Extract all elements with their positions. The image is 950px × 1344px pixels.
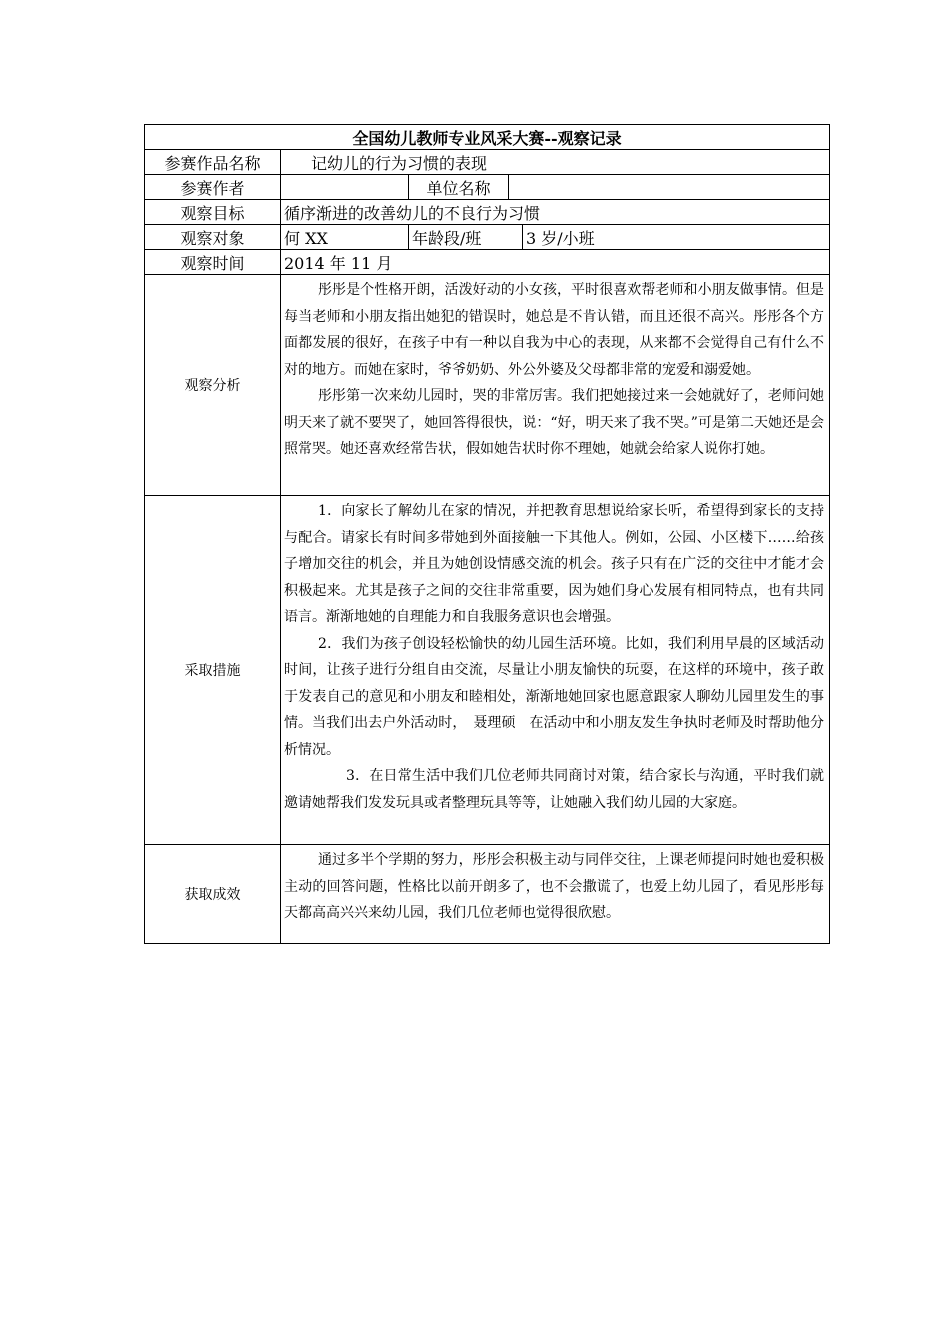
observation-record-sheet bbox=[144, 124, 829, 944]
results-label: 获取成效 bbox=[145, 845, 281, 944]
analysis-paragraph-2: 彤彤第一次来幼儿园时，哭的非常厉害。我们把她接过来一会她就好了，老师问她明天来了就不要哭了，她回答得很快，说：“好，明天来了我不哭。”可是第二天她还是会照常哭。她还喜欢经常告状，假如她告状时你不理她，她就会给家人说你打她。 bbox=[284, 388, 825, 457]
unit-value bbox=[509, 175, 830, 200]
work-name-label: 参赛作品名称 bbox=[145, 150, 281, 175]
analysis-paragraph-1: 彤彤是个性格开朗，活泼好动的小女孩，平时很喜欢帮老师和小朋友做事情。但是每当老师和小朋友指出她犯的错误时，她总是不肯认错，而且还很不高兴。彤彤各个方面都发展的很好，在孩子中有一种以自我为中心的表现，从来都不会觉得自己有什么不对的地方。而她在家时，爷爷奶奶、外公外婆及父母都非常的宠爱和溺爱她。 bbox=[284, 282, 825, 378]
measures-paragraph-3: 3．在日常生活中我们几位老师共同商讨对策，结合家长与沟通，平时我们就邀请她帮我们发发玩具或者整理玩具等等，让她融入我们幼儿园的大家庭。 bbox=[284, 768, 825, 811]
subject-value: 何 XX bbox=[281, 225, 409, 250]
analysis-content bbox=[281, 275, 830, 496]
work-name-value: 记幼儿的行为习惯的表现 bbox=[281, 150, 830, 175]
goal-label: 观察目标 bbox=[145, 200, 281, 225]
table-title: 全国幼儿教师专业风采大赛--观察记录 bbox=[145, 125, 830, 150]
observation-record-table bbox=[144, 124, 830, 944]
measures-paragraph-2: 2．我们为孩子创设轻松愉快的幼儿园生活环境。比如，我们利用早晨的区域活动时间，让孩子进行分组自由交流，尽量让小朋友愉快的玩耍，在这样的环境中，孩子敢于发表自己的意见和小朋友和睦相处，渐渐地她回家也愿意跟家人聊幼儿园里发生的事情。当我们出去户外活动时， 聂理硕 在活动中和小朋友发生争执时老师及时帮助他分析情况。 bbox=[284, 635, 825, 758]
measures-label: 采取措施 bbox=[145, 496, 281, 845]
author-value bbox=[281, 175, 409, 200]
subject-label: 观察对象 bbox=[145, 225, 281, 250]
measures-content bbox=[281, 496, 830, 845]
unit-label: 单位名称 bbox=[409, 175, 509, 200]
analysis-label: 观察分析 bbox=[145, 275, 281, 496]
goal-value: 循序渐进的改善幼儿的不良行为习惯 bbox=[281, 200, 830, 225]
results-paragraph-1: 通过多半个学期的努力，彤彤会积极主动与同伴交往，上课老师提问时她也爱积极主动的回答问题，性格比以前开朗多了，也不会撒谎了，也爱上幼儿园了，看见彤彤每天都高高兴兴来幼儿园，我们几位老师也觉得很欣慰。 bbox=[284, 852, 825, 921]
results-content bbox=[281, 845, 830, 944]
age-label: 年龄段/班 bbox=[409, 225, 523, 250]
time-label: 观察时间 bbox=[145, 250, 281, 275]
time-value: 2014 年 11 月 bbox=[281, 250, 830, 275]
age-value: 3 岁/小班 bbox=[523, 225, 830, 250]
author-label: 参赛作者 bbox=[145, 175, 281, 200]
measures-paragraph-1: 1．向家长了解幼儿在家的情况，并把教育思想说给家长听，希望得到家长的支持与配合。请家长有时间多带她到外面接触一下其他人。例如，公园、小区楼下……给孩子增加交往的机会，并且为她创设情感交流的机会。孩子只有在广泛的交往中才能才会积极起来。尤其是孩子之间的交往非常重要，因为她们身心发展有相同特点，也有共同语言。渐渐地她的自理能力和自我服务意识也会增强。 bbox=[284, 503, 825, 625]
